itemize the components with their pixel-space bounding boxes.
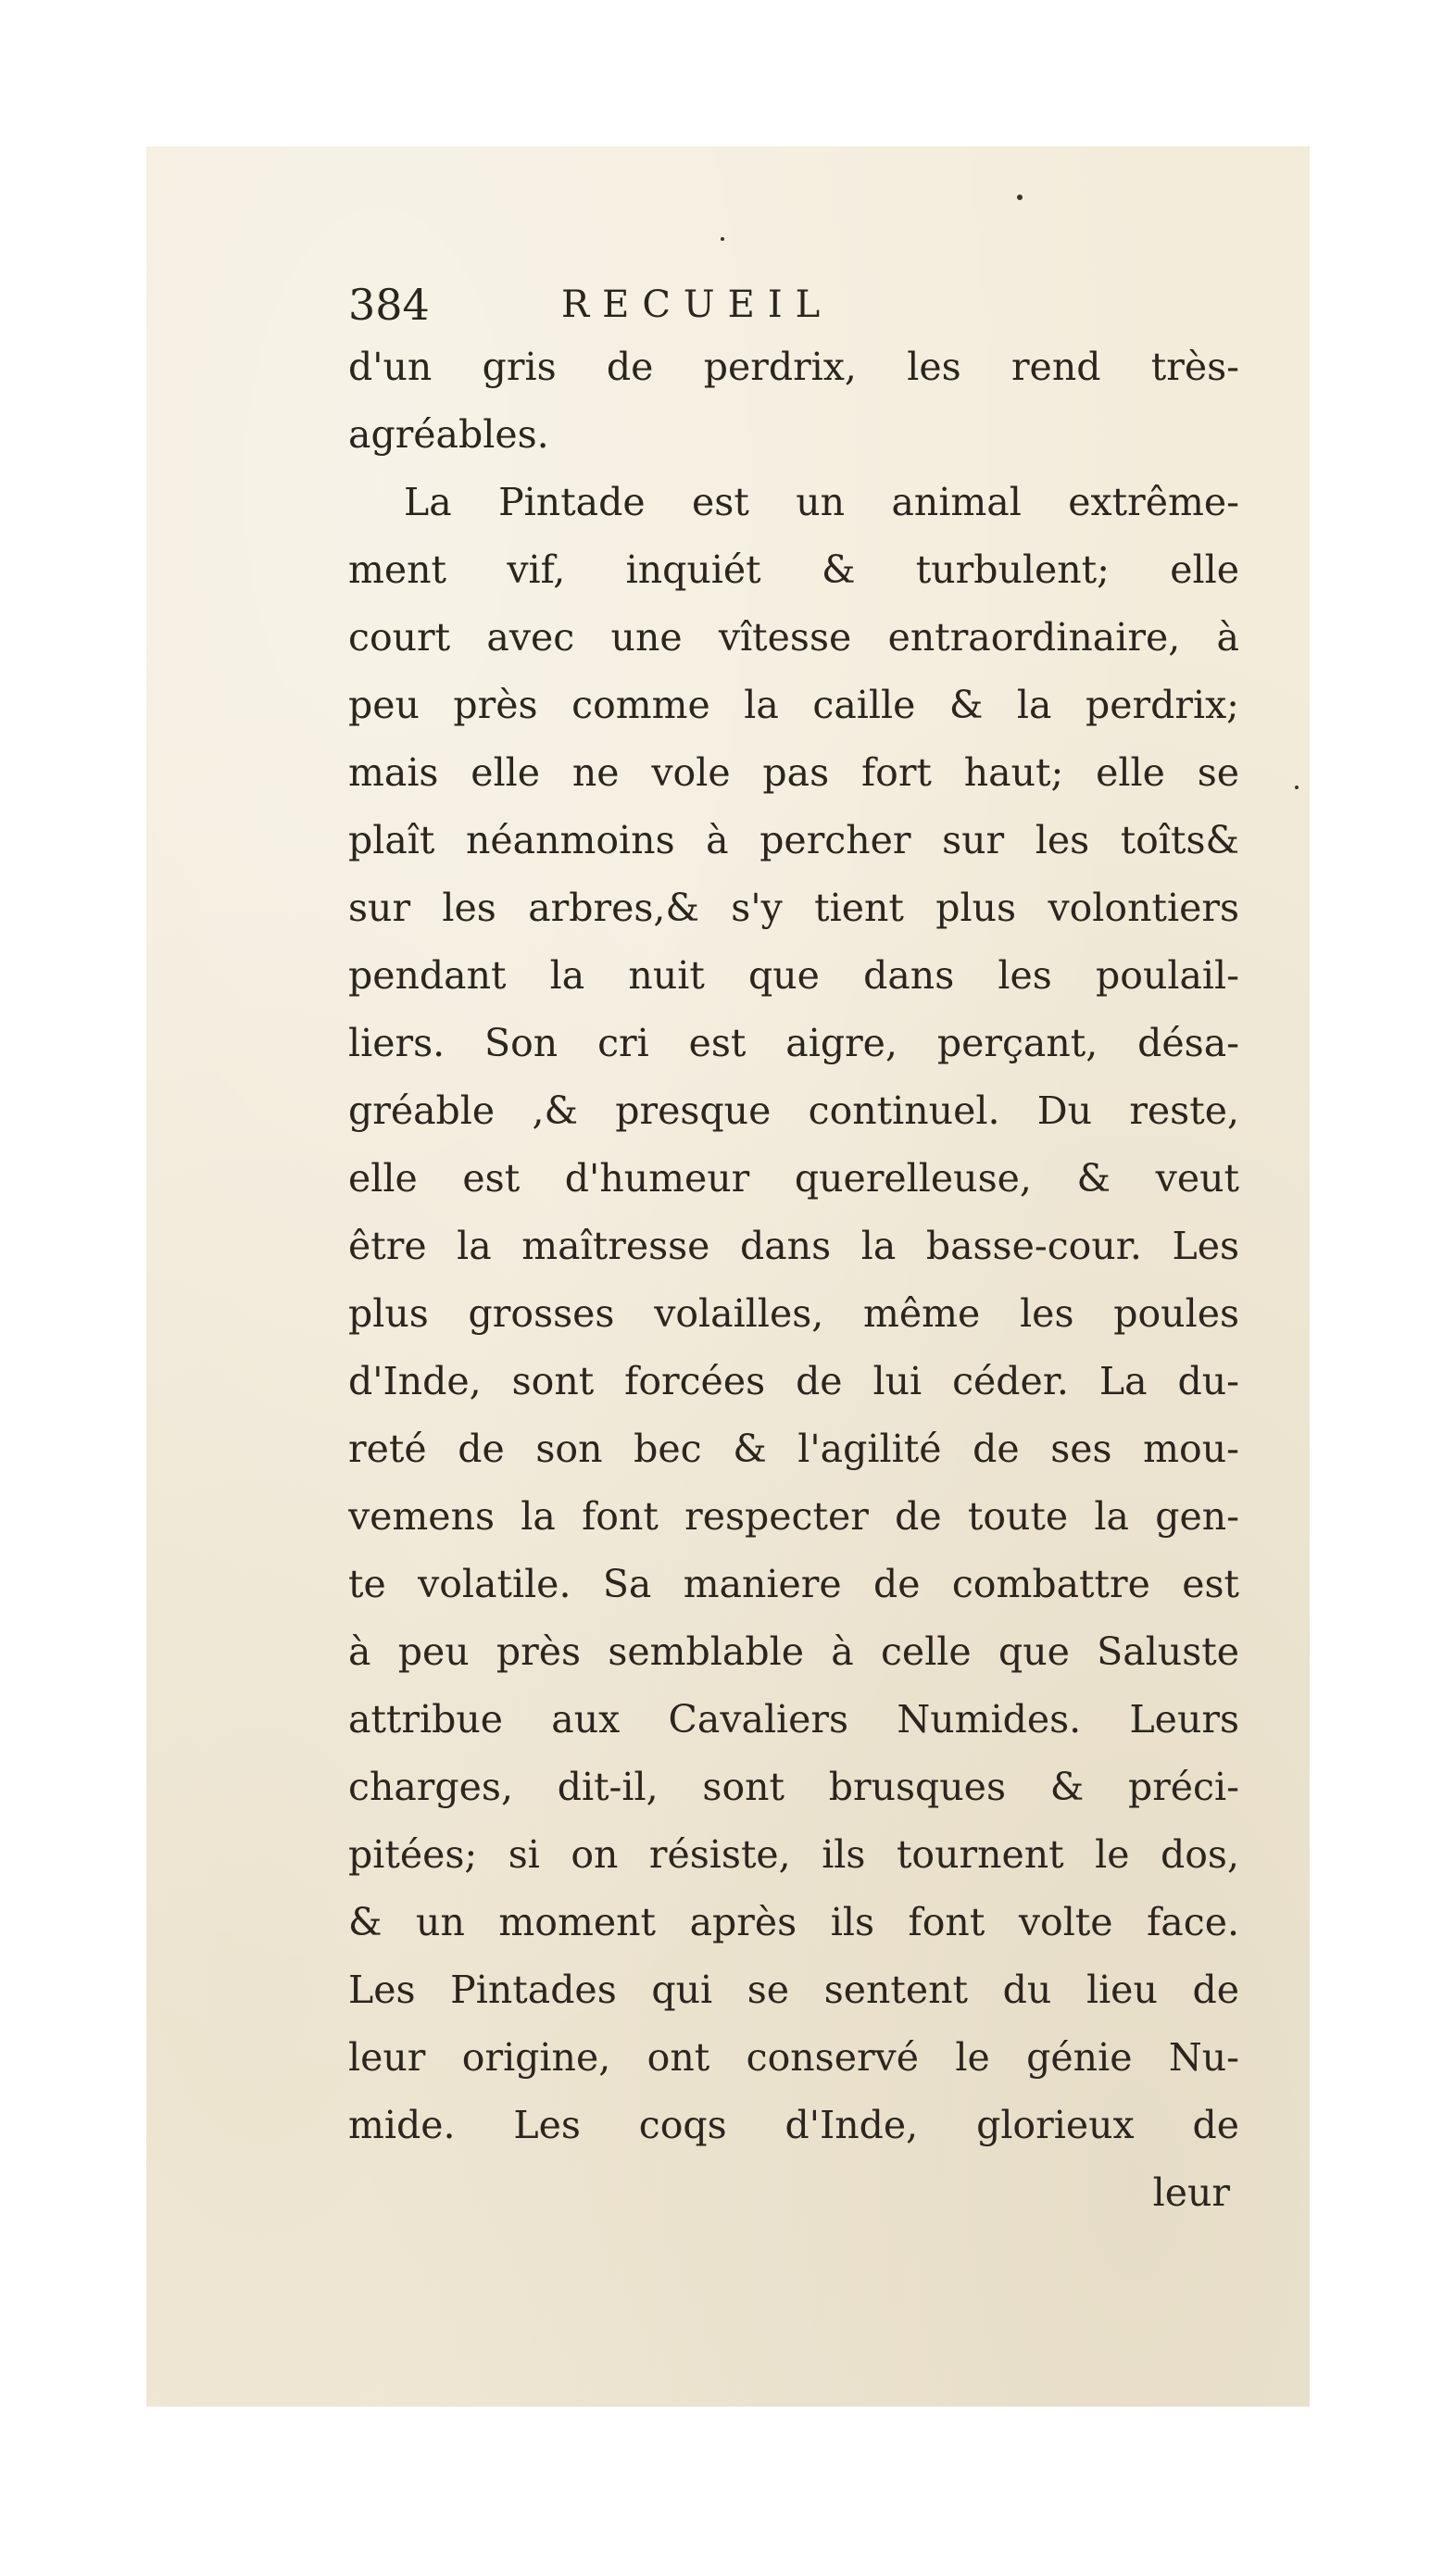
catchword: leur <box>1152 2170 1230 2215</box>
text-block <box>348 276 1239 2227</box>
text-line: te volatile. Sa maniere de combattre est <box>348 1562 1239 1606</box>
text-line: ment vif, inquiét & turbulent; elle <box>348 547 1239 592</box>
text-line: reté de son bec & l'agilité de ses mou- <box>348 1427 1239 1471</box>
book-page <box>146 146 1310 2407</box>
text-line: liers. Son cri est aigre, perçant, désa- <box>348 1021 1239 1065</box>
text-line: court avec une vîtesse entraordinaire, à <box>348 615 1239 660</box>
text-line: Les Pintades qui se sentent du lieu de <box>348 1968 1239 2012</box>
text-line: plus grosses volailles, même les poules <box>348 1291 1239 1336</box>
text-line: gréable ,& presque continuel. Du reste, <box>348 1088 1239 1133</box>
text-line: sur les arbres,& s'y tient plus volontiers <box>348 886 1239 930</box>
ink-speck <box>721 237 724 241</box>
text-line: pitées; si on résiste, ils tournent le dos, <box>348 1832 1239 1877</box>
text-line: agréables. <box>348 412 549 457</box>
text-line: être la maîtresse dans la basse-cour. Les <box>348 1224 1239 1268</box>
text-line: charges, dit-il, sont brusques & préci- <box>348 1765 1239 1809</box>
text-line: elle est d'humeur querelleuse, & veut <box>348 1156 1239 1201</box>
ink-speck <box>1295 786 1299 789</box>
text-line: leur origine, ont conservé le génie Nu- <box>348 2035 1239 2080</box>
text-line: d'Inde, sont forcées de lui céder. La du- <box>348 1359 1239 1403</box>
text-line: mais elle ne vole pas fort haut; elle se <box>348 750 1239 795</box>
text-line: mide. Les coqs d'Inde, glorieux de <box>348 2103 1239 2147</box>
running-head <box>348 276 1239 333</box>
text-line: à peu près semblable à celle que Saluste <box>348 1629 1239 1674</box>
text-line: attribue aux Cavaliers Numides. Leurs <box>348 1697 1239 1742</box>
text-line: & un moment après ils font volte face. <box>348 1900 1239 1944</box>
ink-speck <box>1017 195 1023 200</box>
text-line: pendant la nuit que dans les poulail- <box>348 953 1239 998</box>
text-line: La Pintade est un animal extrême- <box>404 480 1239 524</box>
page-number: 384 <box>348 280 430 330</box>
text-line: d'un gris de perdrix, les rend très- <box>348 345 1239 389</box>
running-head-title: RECUEIL <box>561 283 834 326</box>
text-line: plaît néanmoins à percher sur les toîts& <box>348 818 1239 862</box>
text-line: peu près comme la caille & la perdrix; <box>348 683 1239 727</box>
text-line: vemens la font respecter de toute la gen- <box>348 1494 1239 1539</box>
